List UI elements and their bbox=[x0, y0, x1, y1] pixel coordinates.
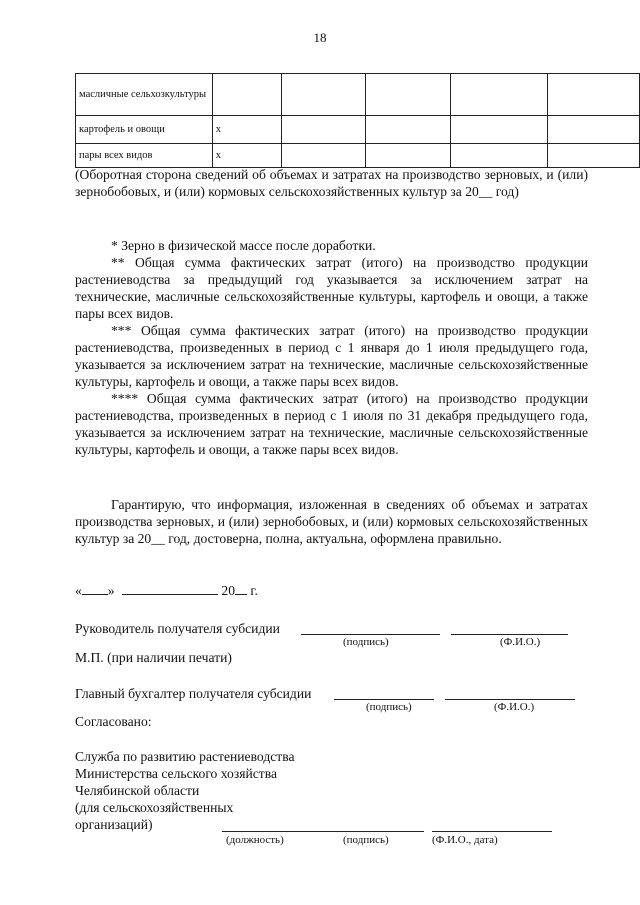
accountant-signature-field[interactable] bbox=[334, 699, 434, 700]
open-quote: « bbox=[75, 583, 82, 598]
accountant-name-field[interactable] bbox=[445, 699, 575, 700]
guarantee-statement: Гарантирую, что информация, изложенная в сведениях об объемах и затратах производства зерновых, и (или) зернобобовых, и (или) кормовых сельскохозяйственных культур за 20__ год, достоверна, полна, актуальна, оформлена правильно. bbox=[75, 497, 588, 546]
accountant-name-caption: (Ф.И.О.) bbox=[494, 701, 535, 713]
service-line: организаций) bbox=[75, 817, 153, 832]
row-label: масличные сельхозкультуры bbox=[76, 74, 213, 116]
month-field[interactable] bbox=[122, 582, 218, 595]
table-cell bbox=[365, 144, 450, 168]
footnote-3: *** Общая сумма фактических затрат (итого) на производство продукции растениеводства, произведенных в период с 1 января до 1 июля предыдущего года, указывается за исключением затрат на технические, масличные сельскохозяйственные культуры, картофель и овощи, а также пары всех видов. bbox=[75, 323, 588, 389]
table-row bbox=[76, 144, 640, 168]
head-name-caption: (Ф.И.О.) bbox=[500, 636, 541, 648]
table-cell bbox=[547, 116, 639, 144]
crops-table bbox=[75, 73, 640, 168]
service-line: Служба по развитию растениеводства bbox=[75, 749, 295, 764]
row-label: картофель и овощи bbox=[76, 116, 213, 144]
table-cell bbox=[365, 116, 450, 144]
year-field[interactable] bbox=[235, 582, 247, 595]
row-label: пары всех видов bbox=[76, 144, 213, 168]
footnote-1: * Зерно в физической массе после доработки. bbox=[111, 238, 376, 253]
table-cell bbox=[212, 74, 281, 116]
table-cell bbox=[450, 74, 547, 116]
table-row bbox=[76, 74, 640, 116]
form-subtitle: (Оборотная сторона сведений об объемах и затратах на производство зерновых, и (или) зернобобовых, и (или) кормовых сельскохозяйственных культур за 20__ год) bbox=[75, 167, 588, 199]
signature-caption: (подпись) bbox=[343, 834, 389, 846]
table-cell bbox=[450, 144, 547, 168]
page-number: 18 bbox=[313, 30, 327, 45]
accountant-label: Главный бухгалтер получателя субсидии bbox=[75, 686, 312, 701]
day-field[interactable] bbox=[82, 582, 108, 595]
footnote-4: **** Общая сумма фактических затрат (итого) на производство продукции растениеводства, произведенных в период с 1 июля по 31 декабря предыдущего года, указывается за исключением затрат на технические, масличные сельскохозяйственные культуры, картофель и овощи, а также пары всех видов. bbox=[75, 391, 588, 457]
signature-field[interactable] bbox=[352, 831, 424, 832]
table-cell bbox=[282, 144, 365, 168]
table-cell bbox=[282, 116, 365, 144]
position-caption: (должность) bbox=[226, 834, 284, 846]
service-line: Министерства сельского хозяйства bbox=[75, 766, 277, 781]
position-field[interactable] bbox=[222, 831, 352, 832]
table-row bbox=[76, 116, 640, 144]
year-prefix: 20 bbox=[221, 583, 235, 598]
agreed-label: Согласовано: bbox=[75, 714, 152, 729]
name-date-caption: (Ф.И.О., дата) bbox=[432, 834, 498, 846]
close-quote: » bbox=[107, 583, 115, 598]
footnote-2: ** Общая сумма фактических затрат (итого) на производство продукции растениеводства за предыдущий год указывается за исключением затрат на технические, масличные сельскохозяйственные культуры, картофель и овощи, а также пары всех видов. bbox=[75, 255, 588, 321]
table-cell bbox=[547, 144, 639, 168]
head-label: Руководитель получателя субсидии bbox=[75, 621, 280, 636]
date-line bbox=[75, 582, 258, 599]
table-cell bbox=[547, 74, 639, 116]
table-cell bbox=[365, 74, 450, 116]
table-cell bbox=[450, 116, 547, 144]
accountant-signature-caption: (подпись) bbox=[366, 701, 412, 713]
head-name-field[interactable] bbox=[451, 634, 568, 635]
seal-note: М.П. (при наличии печати) bbox=[75, 650, 232, 665]
table-cell bbox=[282, 74, 365, 116]
service-line: Челябинской области bbox=[75, 783, 200, 798]
service-line: (для сельскохозяйственных bbox=[75, 800, 234, 815]
head-signature-field[interactable] bbox=[301, 634, 440, 635]
name-date-field[interactable] bbox=[432, 831, 552, 832]
table-cell: х bbox=[212, 116, 281, 144]
table-cell: х bbox=[212, 144, 281, 168]
head-signature-caption: (подпись) bbox=[343, 636, 389, 648]
year-suffix: г. bbox=[247, 583, 258, 598]
